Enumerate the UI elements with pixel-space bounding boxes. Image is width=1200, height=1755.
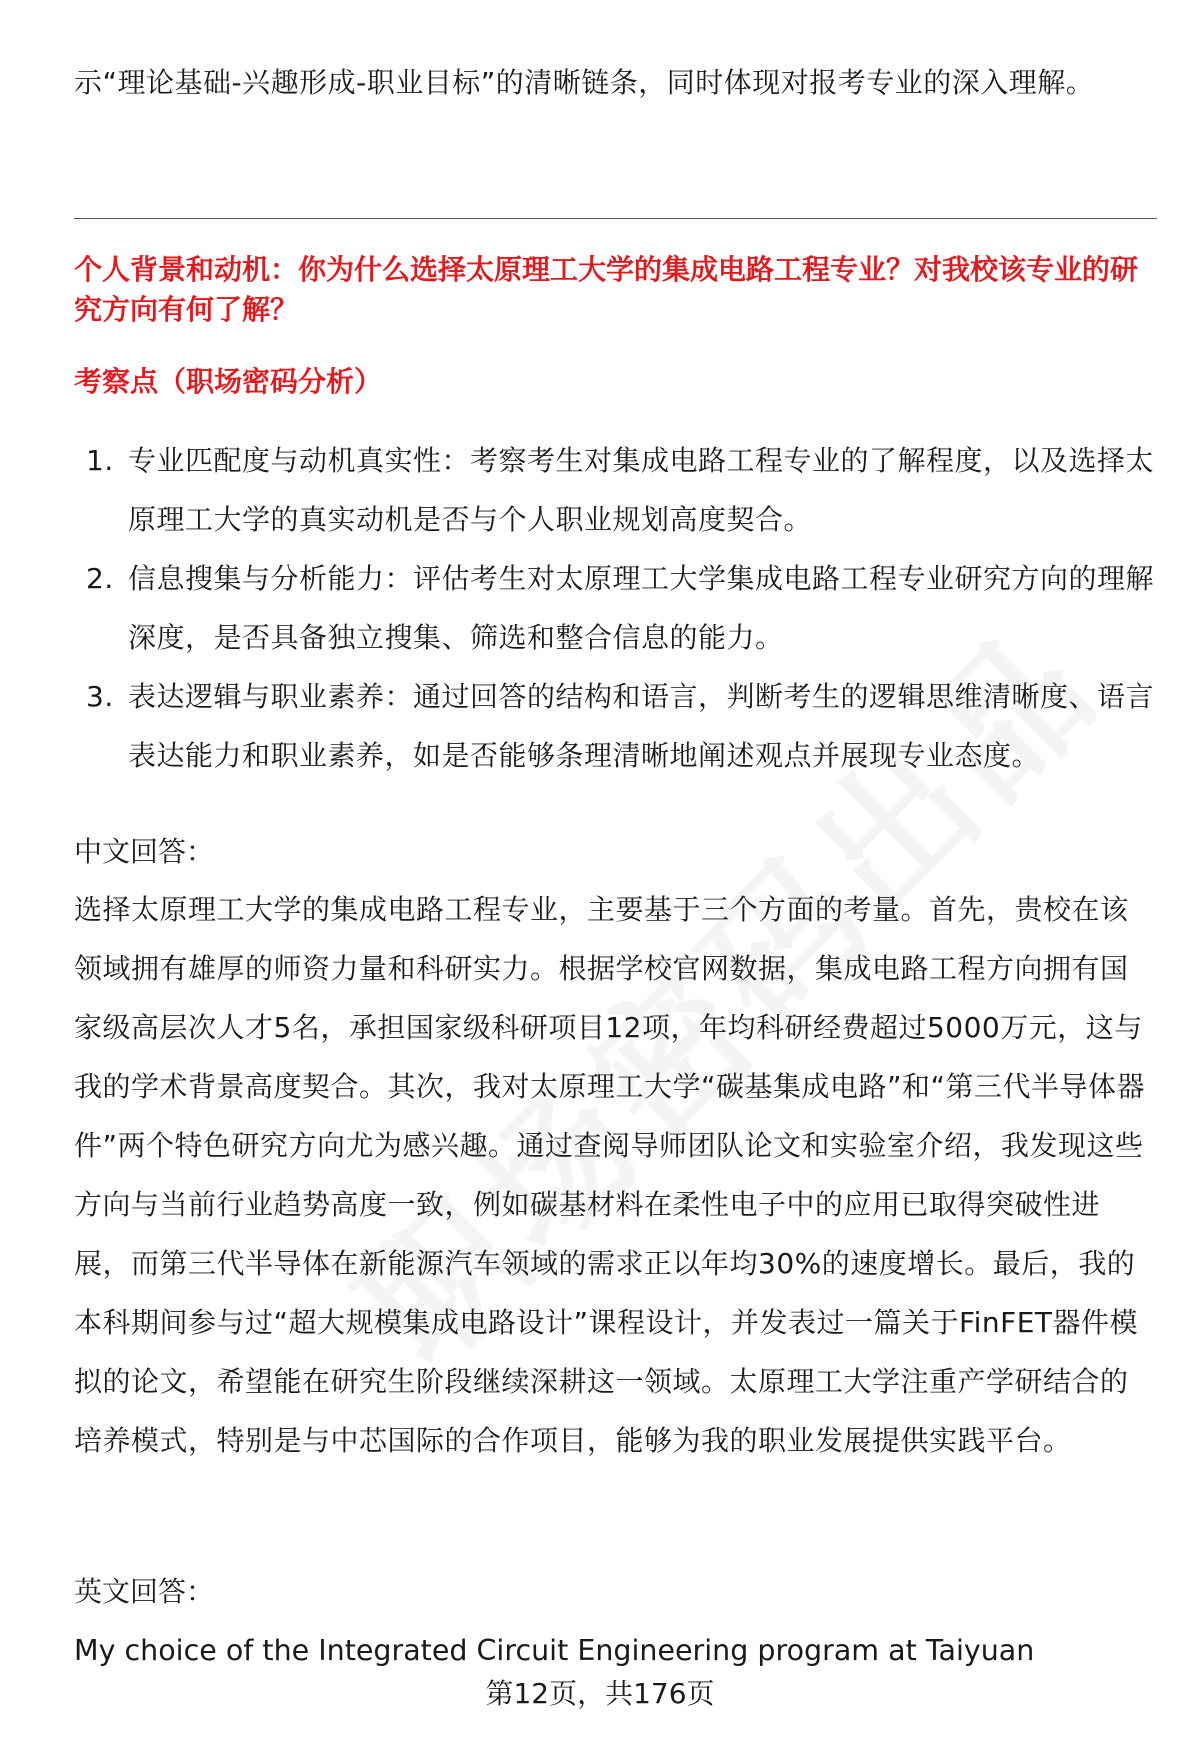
page-footer: 第12页，共176页	[485, 1677, 715, 1710]
assessment-point	[74, 431, 1154, 549]
point-text: 表达逻辑与职业素养：通过回答的结构和语言，判断考生的逻辑思维清晰度、语言表达能力和职业素养，如是否能够条理清晰地阐述观点并展现专业态度。	[128, 680, 1155, 772]
point-text: 信息搜集与分析能力：评估考生对太原理工大学集成电路工程专业研究方向的理解深度，是否具备独立搜集、筛选和整合信息的能力。	[128, 562, 1155, 654]
point-number: 2.	[86, 562, 114, 595]
english-answer-label: 英文回答：	[74, 1575, 215, 1608]
point-number: 3.	[86, 680, 114, 713]
chinese-answer-label: 中文回答：	[74, 835, 215, 868]
assessment-title: 考察点（职场密码分析）	[74, 365, 383, 398]
assessment-point	[74, 667, 1154, 785]
chinese-answer-text: 选择太原理工大学的集成电路工程专业，主要基于三个方面的考量。首先，贵校在该领域拥有雄厚的师资力量和科研实力。根据学校官网数据，集成电路工程方向拥有国家级高层次人才5名，承担国家级科研项目12项，年均科研经费超过5000万元，这与我的学术背景高度契合。其次，我对太原理工大学“碳基集成电路”和“第三代半导体器件”两个特色研究方向尤为感兴趣。通过查阅导师团队论文和实验室介绍，我发现这些方向与当前行业趋势高度一致，例如碳基材料在柔性电子中的应用已取得突破性进展，而第三代半导体在新能源汽车领域的需求正以年均30%的速度增长。最后，我的本科期间参与过“超大规模集成电路设计”课程设计，并发表过一篇关于FinFET器件模拟的论文，希望能在研究生阶段继续深耕这一领域。太原理工大学注重产学研结合的培养模式，特别是与中芯国际的合作项目，能够为我的职业发展提供实践平台。	[74, 893, 1146, 1457]
intro-paragraph: 示“理论基础-兴趣形成-职业目标”的清晰链条，同时体现对报考专业的深入理解。	[74, 66, 1095, 99]
point-number: 1.	[86, 444, 114, 477]
assessment-points-list	[74, 431, 1154, 785]
point-text: 专业匹配度与动机真实性：考察考生对集成电路工程专业的了解程度，以及选择太原理工大学的真实动机是否与个人职业规划高度契合。	[128, 444, 1155, 536]
assessment-point	[74, 549, 1154, 667]
english-answer-text: My choice of the Integrated Circuit Engineering program at Taiyuan	[74, 1634, 1035, 1667]
section-divider	[74, 218, 1157, 219]
question-heading: 个人背景和动机：你为什么选择太原理工大学的集成电路工程专业？对我校该专业的研究方向有何了解？	[74, 253, 1139, 326]
